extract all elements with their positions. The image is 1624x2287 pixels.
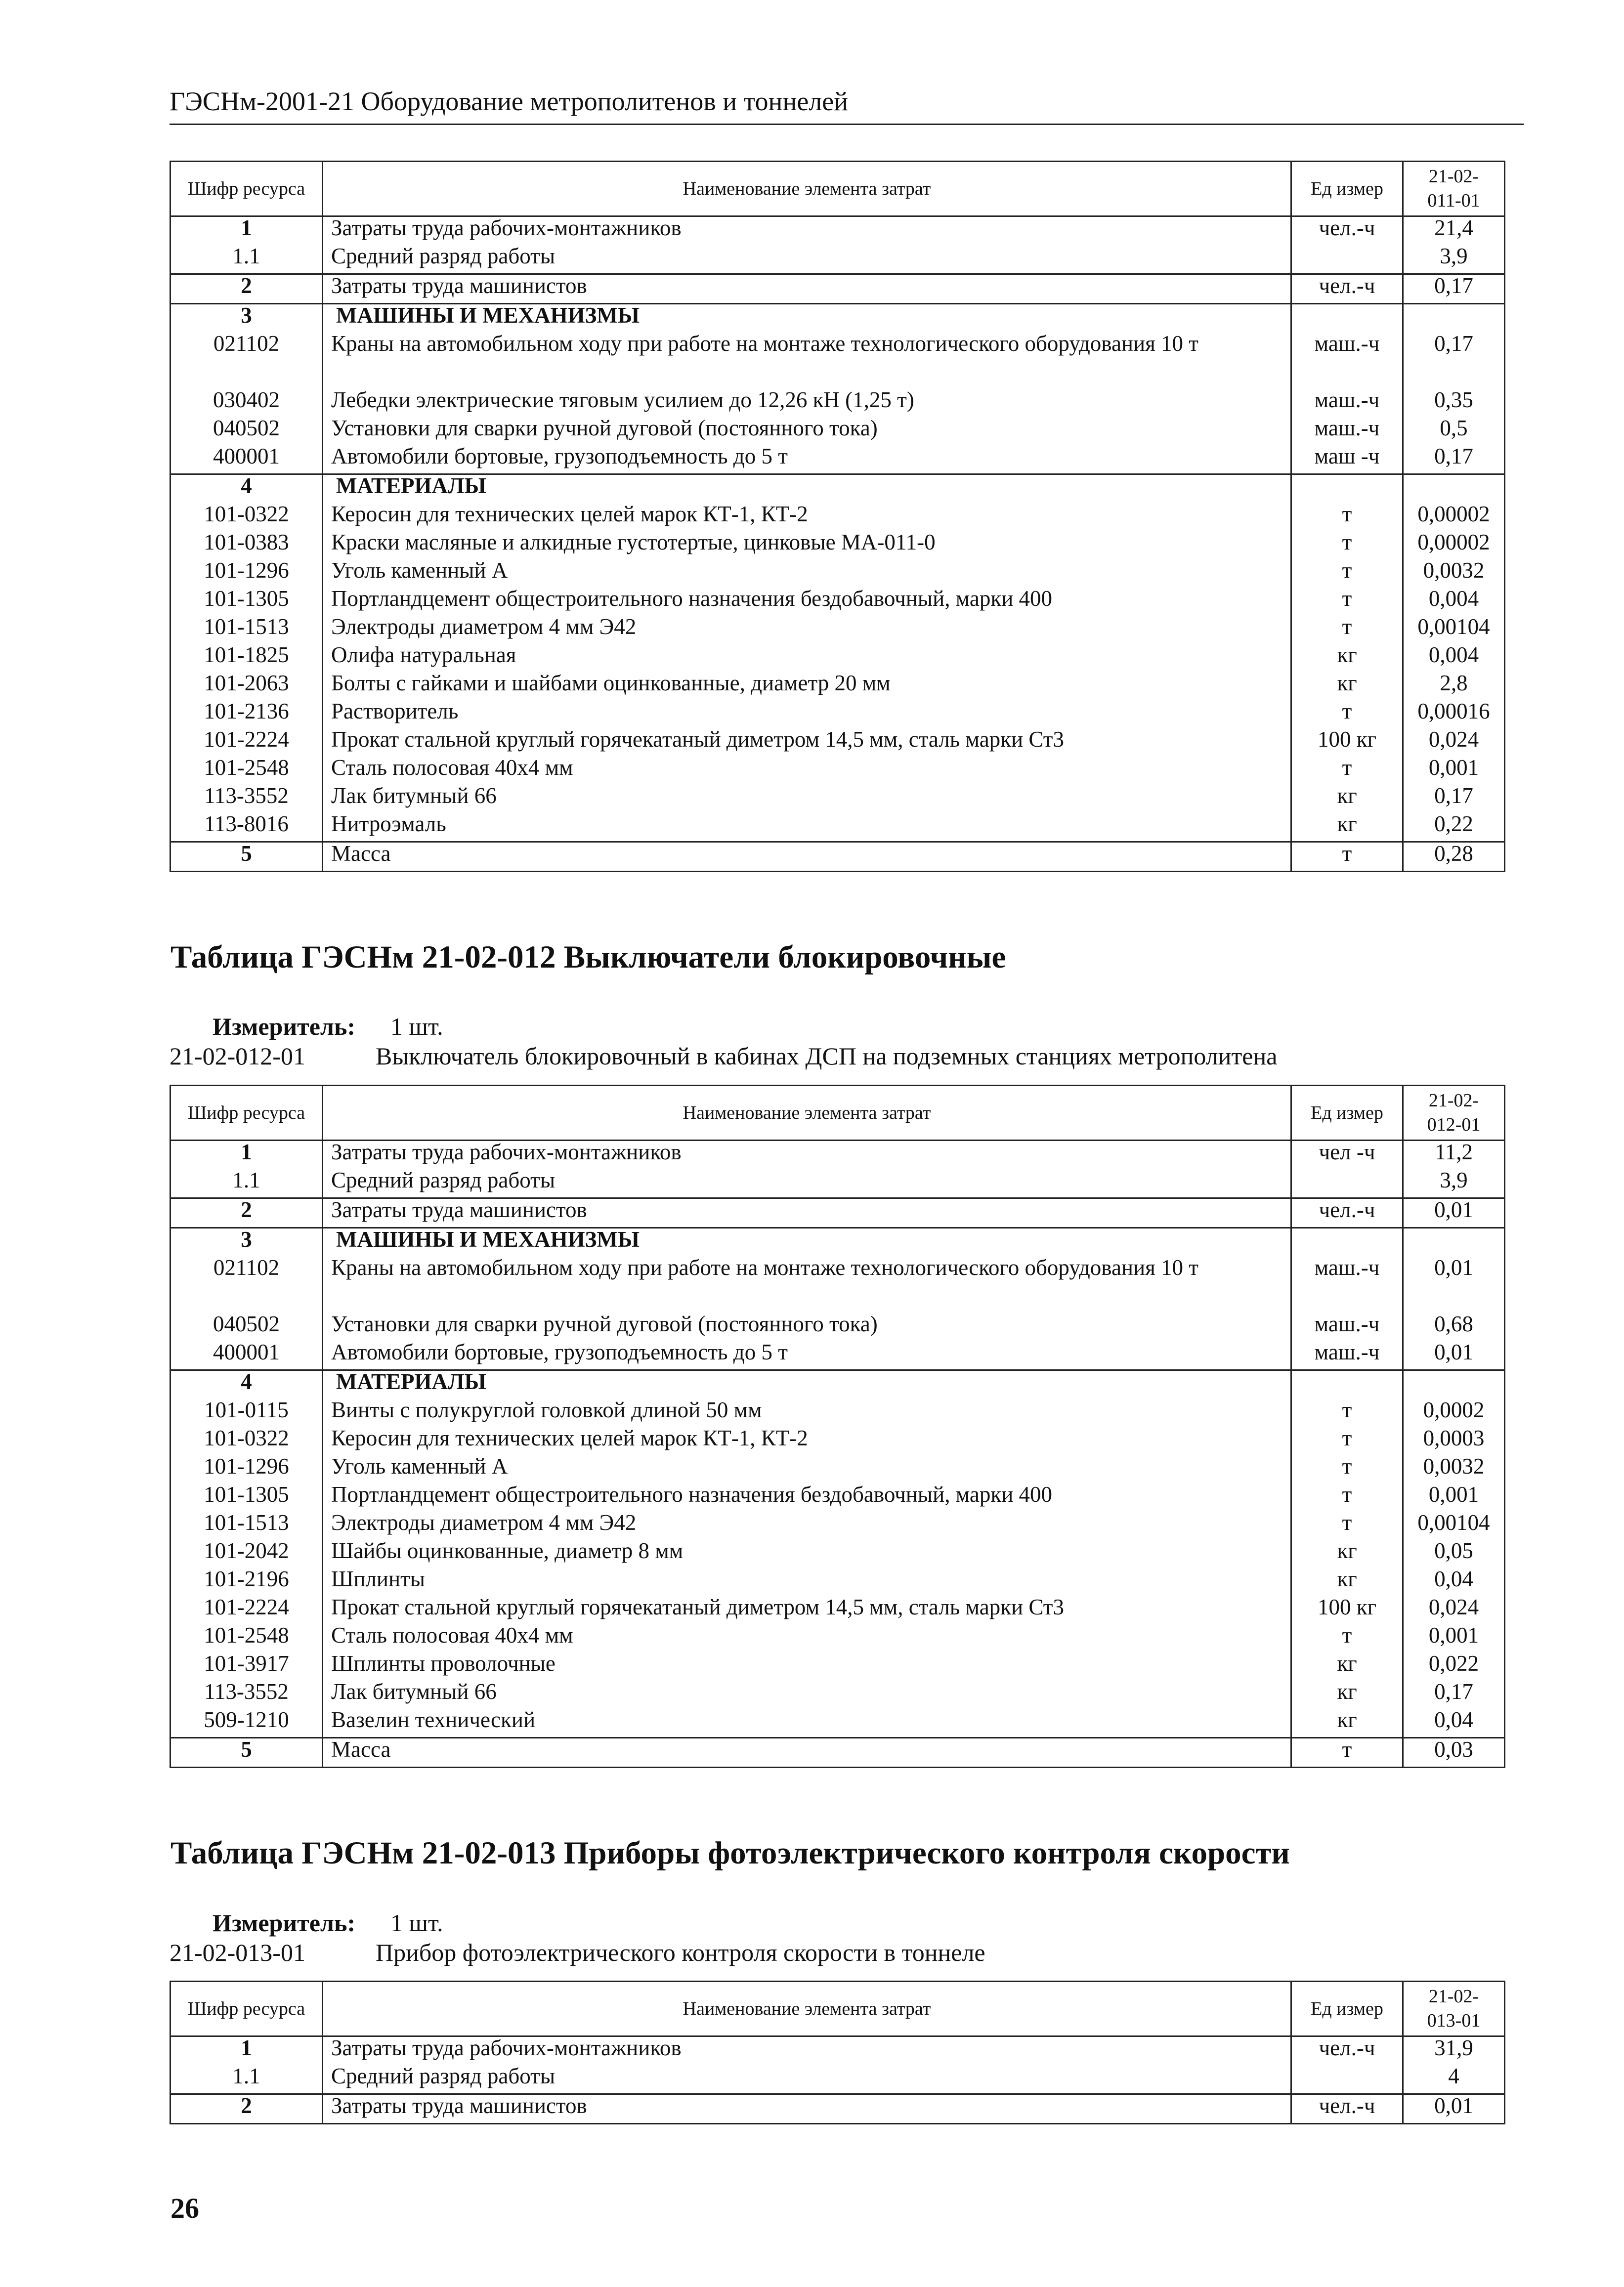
resource-unit: т bbox=[1291, 700, 1403, 728]
resource-code: 030402 bbox=[171, 389, 323, 417]
resource-unit: маш.-ч bbox=[1291, 389, 1403, 417]
resource-name: Олифа натуральная bbox=[323, 644, 1291, 672]
resource-unit bbox=[1291, 474, 1403, 504]
resource-value: 0,00104 bbox=[1403, 1512, 1505, 1540]
resource-unit: т bbox=[1291, 616, 1403, 644]
resource-name: Средний разряд работы bbox=[323, 1169, 1291, 1198]
resource-value: 0,04 bbox=[1403, 1709, 1505, 1738]
table-row bbox=[171, 474, 1505, 504]
table-row bbox=[171, 1370, 1505, 1399]
section-heading: МАТЕРИАЛЫ bbox=[323, 1370, 1291, 1399]
resource-code: 101-1296 bbox=[171, 1455, 323, 1483]
resource-code: 101-1513 bbox=[171, 616, 323, 644]
table-row bbox=[171, 672, 1505, 700]
resource-unit: т bbox=[1291, 842, 1403, 872]
resource-code: 101-0115 bbox=[171, 1399, 323, 1427]
resource-code: 400001 bbox=[171, 1341, 323, 1370]
resource-code: 2 bbox=[171, 1198, 323, 1228]
table-row bbox=[171, 245, 1505, 274]
resource-unit: т bbox=[1291, 1738, 1403, 1768]
section-heading: МАТЕРИАЛЫ bbox=[323, 474, 1291, 504]
resource-name: Средний разряд работы bbox=[323, 2065, 1291, 2094]
table-row bbox=[171, 785, 1505, 813]
table-row bbox=[171, 644, 1505, 672]
resource-value: 0,05 bbox=[1403, 1540, 1505, 1568]
resource-code: 101-1513 bbox=[171, 1512, 323, 1540]
resource-value: 0,17 bbox=[1403, 445, 1505, 474]
meter-value: 1 шт. bbox=[390, 1013, 443, 1040]
resource-unit: т bbox=[1291, 1512, 1403, 1540]
resource-code: 101-2548 bbox=[171, 1624, 323, 1652]
resource-unit: маш.-ч bbox=[1291, 1341, 1403, 1370]
resource-code: 101-2224 bbox=[171, 1596, 323, 1624]
resource-name: Автомобили бортовые, грузоподъемность до 5 т bbox=[323, 1341, 1291, 1370]
table-row bbox=[171, 842, 1505, 872]
resource-value: 0,17 bbox=[1403, 1681, 1505, 1709]
resource-code: 113-8016 bbox=[171, 813, 323, 842]
resource-value: 0,00016 bbox=[1403, 700, 1505, 728]
resource-value: 0,0032 bbox=[1403, 559, 1505, 588]
table-row bbox=[171, 1228, 1505, 1257]
table-row bbox=[171, 1568, 1505, 1596]
resource-code: 113-3552 bbox=[171, 785, 323, 813]
resource-name: Краски масляные и алкидные густотертые, цинковые МА-011-0 bbox=[323, 531, 1291, 559]
resource-code: 5 bbox=[171, 1738, 323, 1768]
table-row bbox=[171, 531, 1505, 559]
resource-value: 0,01 bbox=[1403, 2094, 1505, 2124]
resource-code: 101-2224 bbox=[171, 728, 323, 757]
resource-name: Затраты труда рабочих-монтажников bbox=[323, 1141, 1291, 1170]
resource-value: 0,0003 bbox=[1403, 1427, 1505, 1455]
table-row bbox=[171, 813, 1505, 842]
resource-value: 0,01 bbox=[1403, 1198, 1505, 1228]
resource-unit: маш -ч bbox=[1291, 445, 1403, 474]
header-name: Наименование элемента затрат bbox=[323, 1086, 1291, 1141]
table-row bbox=[171, 445, 1505, 474]
header-value bbox=[1403, 1086, 1505, 1141]
table-row bbox=[171, 616, 1505, 644]
resource-value: 3,9 bbox=[1403, 245, 1505, 274]
resource-code: 101-0322 bbox=[171, 1427, 323, 1455]
resource-unit: т bbox=[1291, 531, 1403, 559]
resource-value bbox=[1403, 1228, 1505, 1257]
header-name: Наименование элемента затрат bbox=[323, 162, 1291, 216]
table-row bbox=[171, 1681, 1505, 1709]
resource-unit: кг bbox=[1291, 672, 1403, 700]
resource-unit: маш.-ч bbox=[1291, 1313, 1403, 1341]
resource-code: 509-1210 bbox=[171, 1709, 323, 1738]
resource-name: Керосин для технических целей марок КТ-1, КТ-2 bbox=[323, 1427, 1291, 1455]
table-row bbox=[171, 1427, 1505, 1455]
resource-name: Сталь полосовая 40х4 мм bbox=[323, 757, 1291, 785]
resource-value: 2,8 bbox=[1403, 672, 1505, 700]
resource-name: Портландцемент общестроительного назначения бездобавочный, марки 400 bbox=[323, 1483, 1291, 1512]
resource-value: 0,17 bbox=[1403, 333, 1505, 389]
resource-unit bbox=[1291, 1228, 1403, 1257]
resource-code: 101-2042 bbox=[171, 1540, 323, 1568]
resource-unit: т bbox=[1291, 503, 1403, 531]
resource-name: Затраты труда машинистов bbox=[323, 274, 1291, 304]
resource-unit: кг bbox=[1291, 1709, 1403, 1738]
resource-unit: чел.-ч bbox=[1291, 274, 1403, 304]
resource-value: 0,01 bbox=[1403, 1341, 1505, 1370]
table-row bbox=[171, 1652, 1505, 1681]
header-code: Шифр ресурса bbox=[171, 162, 323, 216]
table-title-21-02-012: Таблица ГЭСНм 21-02-012 Выключатели блокировочные bbox=[171, 939, 1006, 975]
table-row bbox=[171, 559, 1505, 588]
table-row bbox=[171, 1198, 1505, 1228]
resource-code: 101-0322 bbox=[171, 503, 323, 531]
section-heading: МАШИНЫ И МЕХАНИЗМЫ bbox=[323, 304, 1291, 333]
resource-code: 101-0383 bbox=[171, 531, 323, 559]
header-value-line1: 21-02- bbox=[1428, 1090, 1479, 1111]
resource-code: 3 bbox=[171, 1228, 323, 1257]
resource-table-21-02-012 bbox=[170, 1085, 1505, 1768]
resource-code: 5 bbox=[171, 842, 323, 872]
resource-code: 021102 bbox=[171, 333, 323, 389]
table-row bbox=[171, 588, 1505, 616]
resource-code: 113-3552 bbox=[171, 1681, 323, 1709]
table-row bbox=[171, 274, 1505, 304]
page-number: 26 bbox=[171, 2192, 199, 2224]
resource-name: Винты с полукруглой головкой длиной 50 мм bbox=[323, 1399, 1291, 1427]
resource-value: 0,00104 bbox=[1403, 616, 1505, 644]
resource-value: 0,024 bbox=[1403, 1596, 1505, 1624]
resource-unit bbox=[1291, 1169, 1403, 1198]
resource-value: 0,022 bbox=[1403, 1652, 1505, 1681]
resource-unit bbox=[1291, 304, 1403, 333]
resource-name: Средний разряд работы bbox=[323, 245, 1291, 274]
table-row bbox=[171, 1341, 1505, 1370]
resource-value: 0,001 bbox=[1403, 1483, 1505, 1512]
resource-unit: т bbox=[1291, 588, 1403, 616]
resource-value: 0,28 bbox=[1403, 842, 1505, 872]
table-row bbox=[171, 700, 1505, 728]
resource-unit: чел.-ч bbox=[1291, 2036, 1403, 2066]
resource-code: 101-1305 bbox=[171, 588, 323, 616]
table-row bbox=[171, 2036, 1505, 2066]
header-value-line1: 21-02- bbox=[1428, 1986, 1479, 2007]
resource-code: 4 bbox=[171, 1370, 323, 1399]
resource-name: Шайбы оцинкованные, диаметр 8 мм bbox=[323, 1540, 1291, 1568]
running-header: ГЭСНм-2001-21 Оборудование метрополитенов и тоннелей bbox=[170, 86, 849, 116]
header-value-line2: 012-01 bbox=[1427, 1114, 1481, 1135]
resource-code: 3 bbox=[171, 304, 323, 333]
resource-unit: кг bbox=[1291, 785, 1403, 813]
table-row bbox=[171, 333, 1505, 389]
resource-code: 101-1305 bbox=[171, 1483, 323, 1512]
resource-value: 0,00002 bbox=[1403, 503, 1505, 531]
resource-unit: 100 кг bbox=[1291, 728, 1403, 757]
resource-value: 21,4 bbox=[1403, 216, 1505, 246]
header-value-line2: 011-01 bbox=[1427, 190, 1480, 211]
header-value bbox=[1403, 1982, 1505, 2036]
resource-name: Затраты труда рабочих-монтажников bbox=[323, 2036, 1291, 2066]
resource-value: 0,0032 bbox=[1403, 1455, 1505, 1483]
resource-value: 0,22 bbox=[1403, 813, 1505, 842]
resource-name: Электроды диаметром 4 мм Э42 bbox=[323, 616, 1291, 644]
resource-name: Электроды диаметром 4 мм Э42 bbox=[323, 1512, 1291, 1540]
resource-code: 101-2063 bbox=[171, 672, 323, 700]
table-row bbox=[171, 1455, 1505, 1483]
resource-unit: кг bbox=[1291, 644, 1403, 672]
resource-value: 0,024 bbox=[1403, 728, 1505, 757]
meter-label: Измеритель: bbox=[213, 1013, 356, 1040]
header-name: Наименование элемента затрат bbox=[323, 1982, 1291, 2036]
resource-value bbox=[1403, 304, 1505, 333]
resource-unit: маш.-ч bbox=[1291, 417, 1403, 445]
resource-unit: 100 кг bbox=[1291, 1596, 1403, 1624]
resource-unit bbox=[1291, 245, 1403, 274]
resource-name: Прокат стальной круглый горячекатаный диметром 14,5 мм, сталь марки Ст3 bbox=[323, 1596, 1291, 1624]
resource-name: Шплинты bbox=[323, 1568, 1291, 1596]
resource-unit: кг bbox=[1291, 813, 1403, 842]
resource-name: Краны на автомобильном ходу при работе на монтаже технологического оборудования 10 т bbox=[323, 333, 1291, 389]
resource-unit: маш.-ч bbox=[1291, 333, 1403, 389]
resource-name: Лак битумный 66 bbox=[323, 1681, 1291, 1709]
table-row bbox=[171, 2094, 1505, 2124]
resource-name: Затраты труда машинистов bbox=[323, 1198, 1291, 1228]
resource-name: Портландцемент общестроительного назначения бездобавочный, марки 400 bbox=[323, 588, 1291, 616]
resource-unit: т bbox=[1291, 1399, 1403, 1427]
resource-code: 1 bbox=[171, 216, 323, 246]
header-unit: Ед измер bbox=[1291, 162, 1403, 216]
resource-unit bbox=[1291, 1370, 1403, 1399]
resource-name: Краны на автомобильном ходу при работе на монтаже технологического оборудования 10 т bbox=[323, 1257, 1291, 1313]
table-title-21-02-013: Таблица ГЭСНм 21-02-013 Приборы фотоэлектрического контроля скорости bbox=[171, 1835, 1290, 1871]
resource-value: 0,35 bbox=[1403, 389, 1505, 417]
header-code: Шифр ресурса bbox=[171, 1086, 323, 1141]
resource-unit: т bbox=[1291, 1427, 1403, 1455]
resource-code: 101-2196 bbox=[171, 1568, 323, 1596]
resource-code: 1.1 bbox=[171, 1169, 323, 1198]
table-row bbox=[171, 1709, 1505, 1738]
resource-code: 4 bbox=[171, 474, 323, 504]
meter-value: 1 шт. bbox=[390, 1909, 443, 1937]
table-row bbox=[171, 1624, 1505, 1652]
table-row bbox=[171, 1483, 1505, 1512]
resource-code: 2 bbox=[171, 274, 323, 304]
resource-code: 1 bbox=[171, 1141, 323, 1170]
resource-name: Установки для сварки ручной дуговой (постоянного тока) bbox=[323, 417, 1291, 445]
resource-name: Масса bbox=[323, 1738, 1291, 1768]
table-row bbox=[171, 503, 1505, 531]
resource-code: 1.1 bbox=[171, 245, 323, 274]
resource-unit: маш.-ч bbox=[1291, 1257, 1403, 1313]
item-name: Выключатель блокировочный в кабинах ДСП на подземных станциях метрополитена bbox=[376, 1042, 1278, 1070]
resource-name: Растворитель bbox=[323, 700, 1291, 728]
table-row bbox=[171, 1169, 1505, 1198]
resource-name: Затраты труда рабочих-монтажников bbox=[323, 216, 1291, 246]
resource-value: 0,00002 bbox=[1403, 531, 1505, 559]
resource-name: Затраты труда машинистов bbox=[323, 2094, 1291, 2124]
header-value bbox=[1403, 162, 1505, 216]
resource-code: 101-1296 bbox=[171, 559, 323, 588]
table-header-row bbox=[171, 1982, 1505, 2036]
resource-value bbox=[1403, 1370, 1505, 1399]
resource-unit: чел.-ч bbox=[1291, 1198, 1403, 1228]
resource-value: 3,9 bbox=[1403, 1169, 1505, 1198]
resource-name: Прокат стальной круглый горячекатаный диметром 14,5 мм, сталь марки Ст3 bbox=[323, 728, 1291, 757]
resource-code: 040502 bbox=[171, 1313, 323, 1341]
table-row bbox=[171, 1540, 1505, 1568]
resource-code: 040502 bbox=[171, 417, 323, 445]
resource-unit bbox=[1291, 2065, 1403, 2094]
resource-value: 11,2 bbox=[1403, 1141, 1505, 1170]
resource-code: 1 bbox=[171, 2036, 323, 2066]
resource-table-21-02-011 bbox=[170, 161, 1505, 872]
table-row bbox=[171, 1313, 1505, 1341]
resource-value: 0,68 bbox=[1403, 1313, 1505, 1341]
resource-name: Уголь каменный А bbox=[323, 559, 1291, 588]
resource-unit: т bbox=[1291, 559, 1403, 588]
resource-code: 1.1 bbox=[171, 2065, 323, 2094]
resource-code: 101-3917 bbox=[171, 1652, 323, 1681]
table-row bbox=[171, 304, 1505, 333]
resource-name: Лак битумный 66 bbox=[323, 785, 1291, 813]
table-row bbox=[171, 2065, 1505, 2094]
header-unit: Ед измер bbox=[1291, 1982, 1403, 2036]
resource-unit: чел -ч bbox=[1291, 1141, 1403, 1170]
table-row bbox=[171, 216, 1505, 246]
resource-code: 400001 bbox=[171, 445, 323, 474]
resource-value: 0,001 bbox=[1403, 1624, 1505, 1652]
resource-value: 0,01 bbox=[1403, 1257, 1505, 1313]
resource-value: 0,004 bbox=[1403, 644, 1505, 672]
resource-value bbox=[1403, 474, 1505, 504]
resource-unit: кг bbox=[1291, 1652, 1403, 1681]
resource-name: Нитроэмаль bbox=[323, 813, 1291, 842]
resource-name: Уголь каменный А bbox=[323, 1455, 1291, 1483]
table-header-row bbox=[171, 162, 1505, 216]
header-value-line2: 013-01 bbox=[1427, 2010, 1481, 2031]
table-row bbox=[171, 1738, 1505, 1768]
table-header-row bbox=[171, 1086, 1505, 1141]
resource-value: 0,04 bbox=[1403, 1568, 1505, 1596]
header-unit: Ед измер bbox=[1291, 1086, 1403, 1141]
item-name: Прибор фотоэлектрического контроля скорости в тоннеле bbox=[376, 1939, 985, 1966]
resource-name: Вазелин технический bbox=[323, 1709, 1291, 1738]
resource-unit: чел.-ч bbox=[1291, 2094, 1403, 2124]
header-rule bbox=[170, 124, 1524, 125]
resource-unit: т bbox=[1291, 1483, 1403, 1512]
resource-value: 31,9 bbox=[1403, 2036, 1505, 2066]
table-row bbox=[171, 1399, 1505, 1427]
table-row bbox=[171, 417, 1505, 445]
resource-unit: чел.-ч bbox=[1291, 216, 1403, 246]
header-value-line1: 21-02- bbox=[1428, 166, 1479, 187]
resource-value: 4 bbox=[1403, 2065, 1505, 2094]
table-row bbox=[171, 728, 1505, 757]
resource-name: Лебедки электрические тяговым усилием до 12,26 кН (1,25 т) bbox=[323, 389, 1291, 417]
table-row bbox=[171, 1512, 1505, 1540]
resource-code: 101-2548 bbox=[171, 757, 323, 785]
resource-unit: т bbox=[1291, 1624, 1403, 1652]
resource-unit: т bbox=[1291, 757, 1403, 785]
resource-name: Шплинты проволочные bbox=[323, 1652, 1291, 1681]
resource-name: Установки для сварки ручной дуговой (постоянного тока) bbox=[323, 1313, 1291, 1341]
resource-code: 2 bbox=[171, 2094, 323, 2124]
resource-name: Керосин для технических целей марок КТ-1, КТ-2 bbox=[323, 503, 1291, 531]
table-row bbox=[171, 1596, 1505, 1624]
table-row bbox=[171, 1257, 1505, 1313]
resource-code: 101-2136 bbox=[171, 700, 323, 728]
item-code: 21-02-013-01 bbox=[170, 1939, 305, 1966]
table-row bbox=[171, 1141, 1505, 1170]
header-code: Шифр ресурса bbox=[171, 1982, 323, 2036]
resource-name: Болты с гайками и шайбами оцинкованные, диаметр 20 мм bbox=[323, 672, 1291, 700]
resource-code: 021102 bbox=[171, 1257, 323, 1313]
table-row bbox=[171, 757, 1505, 785]
resource-table-21-02-013 bbox=[170, 1981, 1505, 2124]
resource-unit: т bbox=[1291, 1455, 1403, 1483]
resource-unit: кг bbox=[1291, 1540, 1403, 1568]
table-row bbox=[171, 389, 1505, 417]
resource-value: 0,001 bbox=[1403, 757, 1505, 785]
resource-unit: кг bbox=[1291, 1568, 1403, 1596]
resource-code: 101-1825 bbox=[171, 644, 323, 672]
resource-name: Сталь полосовая 40х4 мм bbox=[323, 1624, 1291, 1652]
resource-value: 0,004 bbox=[1403, 588, 1505, 616]
resource-name: Автомобили бортовые, грузоподъемность до 5 т bbox=[323, 445, 1291, 474]
resource-value: 0,17 bbox=[1403, 274, 1505, 304]
item-code: 21-02-012-01 bbox=[170, 1042, 305, 1070]
resource-value: 0,17 bbox=[1403, 785, 1505, 813]
resource-unit: кг bbox=[1291, 1681, 1403, 1709]
resource-value: 0,03 bbox=[1403, 1738, 1505, 1768]
section-heading: МАШИНЫ И МЕХАНИЗМЫ bbox=[323, 1228, 1291, 1257]
resource-value: 0,0002 bbox=[1403, 1399, 1505, 1427]
resource-value: 0,5 bbox=[1403, 417, 1505, 445]
meter-label: Измеритель: bbox=[213, 1909, 356, 1937]
resource-name: Масса bbox=[323, 842, 1291, 872]
